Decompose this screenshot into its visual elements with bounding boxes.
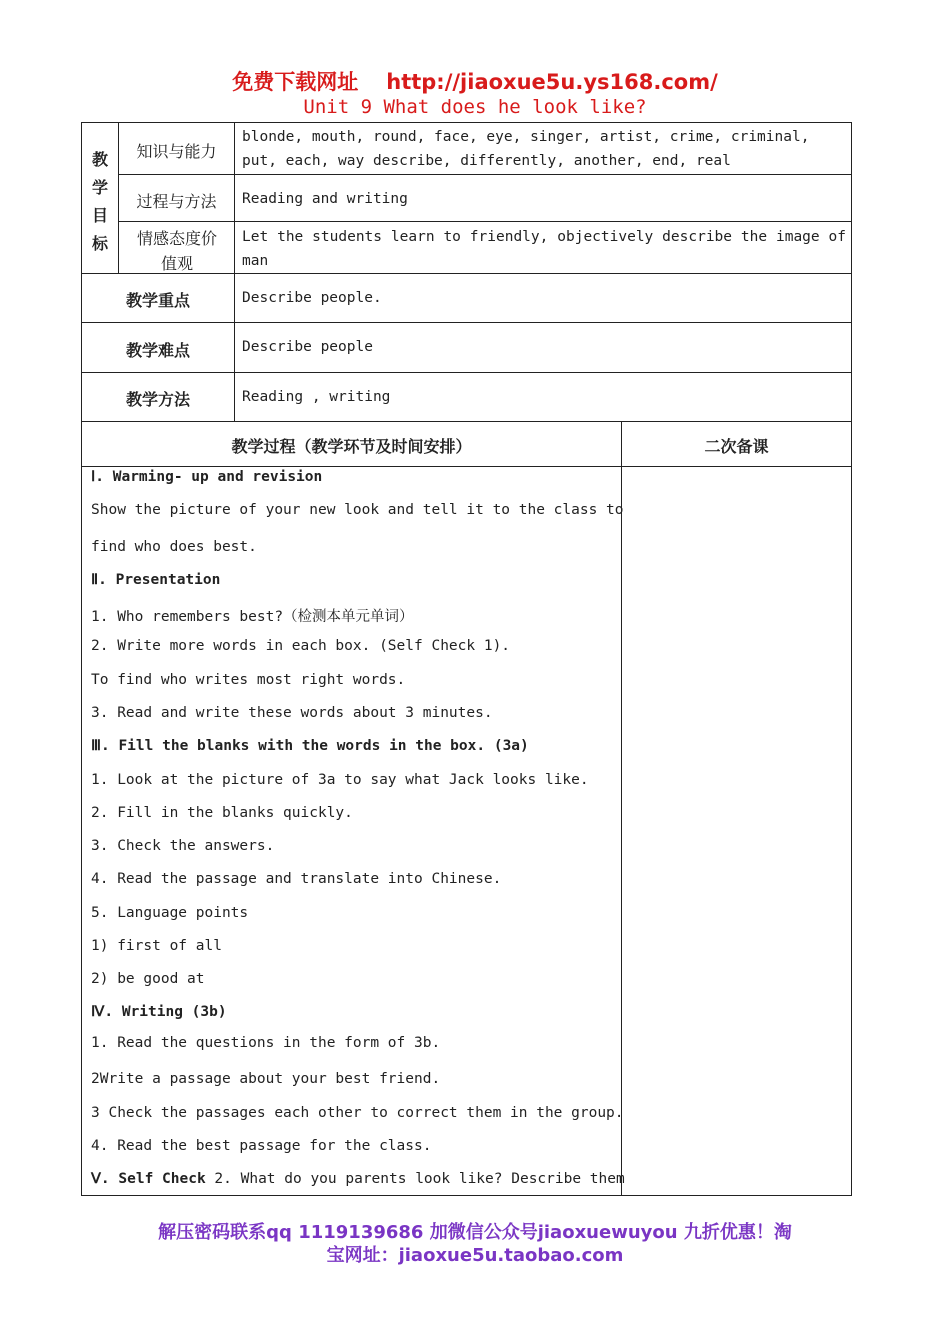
second-prep-header: 二次备课	[704, 437, 769, 456]
process-line: 2) be good at	[91, 971, 205, 987]
process-line: 4. Read the passage and translate into Chinese.	[91, 871, 502, 887]
process-line: Ⅲ. Fill the blanks with the words in the box. (3a)	[91, 738, 529, 754]
document-title: Unit 9 What does he look like?	[303, 96, 647, 118]
process-line: 1. Who remembers best?（检测本单元单词）	[91, 609, 414, 625]
process-line-rest: 2. What do you parents look like? Describe them	[205, 1171, 625, 1187]
footer-contact: 解压密码联系qq 1119139686 加微信公众号jiaoxuewuyou 九折优惠！淘	[158, 1222, 792, 1243]
difficulty-content: Describe people	[242, 339, 373, 355]
process-line: find who does best.	[91, 539, 257, 555]
process-line: 2Write a passage about your best friend.	[91, 1071, 441, 1087]
objectives-group-label: 教 学 目 标	[91, 150, 108, 253]
key-point-label: 教学重点	[125, 291, 190, 310]
process-line-heading: Ⅴ. Self Check	[91, 1171, 206, 1187]
objective-label-process: 过程与方法	[136, 192, 217, 211]
process-line: Show the picture of your new look and tell it to the class to	[91, 502, 624, 518]
footer-shop-url[interactable]: 宝网址：jiaoxue5u.taobao.com	[326, 1245, 624, 1266]
process-line	[91, 1171, 625, 1187]
method-content: Reading , writing	[242, 389, 391, 405]
objective-content-attitude: Let the students learn to friendly, objectively describe the image of man	[242, 229, 846, 269]
objective-label-knowledge: 知识与能力	[136, 142, 217, 161]
objective-content-knowledge: blonde, mouth, round, face, eye, singer, artist, crime, criminal, put, each, way describe, differently, another, end, real	[242, 129, 810, 169]
download-label: 免费下载网址	[232, 70, 359, 94]
process-line: Ⅱ. Presentation	[91, 572, 221, 588]
method-label: 教学方法	[125, 390, 190, 409]
process-line: 1) first of all	[91, 938, 222, 954]
process-line: 3. Check the answers.	[91, 838, 275, 854]
process-line: 3. Read and write these words about 3 minutes.	[91, 705, 493, 721]
process-header: 教学过程（教学环节及时间安排）	[231, 437, 472, 456]
download-url-link[interactable]: http://jiaoxue5u.ys168.com/	[386, 70, 718, 94]
process-line: Ⅰ. Warming- up and revision	[91, 469, 323, 485]
process-line: To find who writes most right words.	[91, 672, 406, 688]
process-line: 2. Fill in the blanks quickly.	[91, 805, 353, 821]
difficulty-label: 教学难点	[125, 341, 190, 360]
process-line: 5. Language points	[91, 905, 249, 921]
download-header	[0, 66, 950, 96]
process-line: 1. Read the questions in the form of 3b.	[91, 1035, 441, 1051]
process-line: Ⅳ. Writing (3b)	[91, 1004, 227, 1020]
process-line: 2. Write more words in each box. (Self Check 1).	[91, 638, 511, 654]
process-line: 3 Check the passages each other to correct them in the group.	[91, 1105, 624, 1121]
objective-label-attitude: 情感态度价值观	[136, 229, 217, 273]
key-point-content: Describe people.	[242, 290, 382, 306]
objective-content-process: Reading and writing	[242, 191, 408, 207]
process-line: 1. Look at the picture of 3a to say what Jack looks like.	[91, 772, 589, 788]
process-line: 4. Read the best passage for the class.	[91, 1138, 432, 1154]
